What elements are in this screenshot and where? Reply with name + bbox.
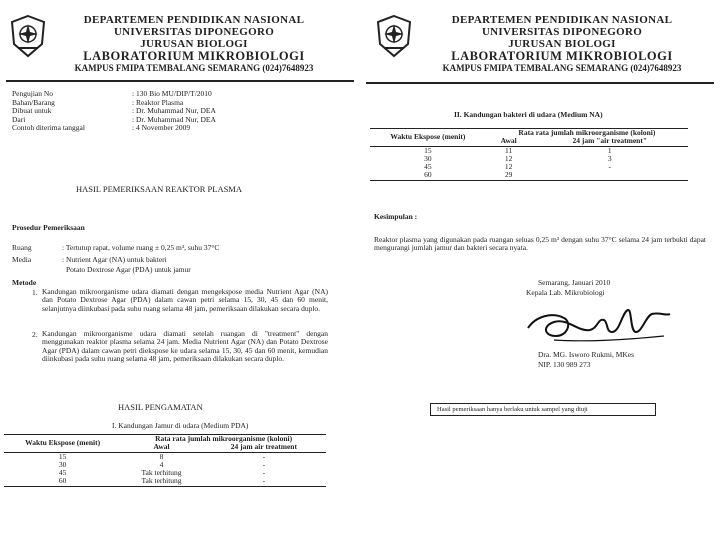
col-24h-treatment: 24 jam "air treatment" <box>532 137 688 146</box>
cell-time: 45 <box>58 468 67 478</box>
conclusion-title: Kesimpulan : <box>374 212 418 221</box>
col-avg-count: Rata rata jumlah mikroorganisme (koloni) <box>121 435 326 444</box>
cell-time: 45 <box>424 162 432 172</box>
info-value: : Dr. Muhammad Nur, DEA <box>132 106 216 116</box>
info-row <box>12 124 216 133</box>
header-rule <box>6 80 354 82</box>
table-row <box>370 155 688 163</box>
fungi-table <box>4 434 326 487</box>
cell-time: 15 <box>58 451 67 461</box>
col-initial: Awal <box>121 443 202 452</box>
media-value-pda: Potato Dextrose Agar (PDA) untuk jamur <box>66 265 191 274</box>
table-row <box>370 146 688 155</box>
cell-treated: - <box>262 459 266 469</box>
report-title: HASIL PEMERIKSAAN REAKTOR PLASMA <box>76 184 243 194</box>
info-value: : 130 Bio MU/DIP/T/2010 <box>132 89 212 98</box>
cell-time: 60 <box>4 477 121 486</box>
cell-time: 60 <box>370 171 486 180</box>
header-rule <box>366 82 714 84</box>
cell-initial: 8 <box>159 451 164 461</box>
bacteria-table <box>370 128 688 181</box>
col-24h-treatment: 24 jam air treatment <box>202 443 326 452</box>
method-step-1: Kandungan mikroorganisme udara diamati dengan mengekspose media Nutrient Agar (NA) dan Potato Dextrose Agar (PDA) dalam cawan petri selama 15, 30, 45 dan 60 menit, selanjutnya diinkubasi pada suhu ruang selama 48 jam, pemeriksaan dilakukan secara duplo. <box>42 287 328 313</box>
place-date: Semarang, Januari 2010 <box>538 278 611 287</box>
signatory-title: Kepala Lab. Mikrobiologi <box>526 288 605 297</box>
report-page-2 <box>360 0 720 540</box>
media-value-na: : Nutrient Agar (NA) untuk bakteri <box>62 255 167 264</box>
cell-treated: - <box>262 468 266 478</box>
table-row <box>370 163 688 171</box>
info-label: Dari <box>12 114 26 124</box>
letterhead-department: JURUSAN BIOLOGI <box>140 38 248 50</box>
letterhead-ministry: DEPARTEMEN PENDIDIKAN NASIONAL <box>451 14 673 26</box>
letterhead <box>44 14 344 74</box>
cell-initial: 29 <box>486 171 532 180</box>
sample-info <box>12 90 216 133</box>
cell-treated: - <box>608 162 612 172</box>
cell-initial: 12 <box>504 153 513 163</box>
cell-treated: - <box>202 477 326 486</box>
signature-image <box>524 302 674 346</box>
table-row <box>370 171 688 180</box>
cell-treated <box>532 171 688 180</box>
method-label: Metode <box>12 278 37 287</box>
info-label: Bahan/Barang <box>12 97 55 107</box>
col-avg-count: Rata rata jumlah mikroorganisme (koloni) <box>486 129 688 138</box>
procedure-title: Prosedur Pemeriksaan <box>12 223 85 232</box>
step-number: 1. <box>32 288 38 297</box>
cell-initial: 12 <box>504 162 513 172</box>
cell-time: 30 <box>58 459 67 469</box>
media-label: Media <box>12 255 32 264</box>
letterhead-department: JURUSAN BIOLOGI <box>508 38 616 50</box>
signatory-name: Dra. MG. Isworo Rukmi, MKes <box>538 350 635 359</box>
col-initial: Awal <box>486 137 532 146</box>
info-label: Pengujian No <box>12 89 54 98</box>
info-label: Dibuat untuk <box>12 106 52 116</box>
method-step-2: Kandungan mikroorganisme udara diamati setelah ruangan di "treatment" dengan menggunakan reaktor plasma selama 24 jam. Media Nutrient Agar (NA) dan Potato Dextrose Agar (PDA) dalam cawan petri diekspose ke udara selama 15, 30, 45 dan 60 menit, kemudian diinkubasi pada suhu ruang selama 48 jam, pemeriksaan dilakukan secara duplo. <box>42 329 328 363</box>
cell-treated: 1 <box>607 145 612 155</box>
room-label: Ruang <box>12 243 32 252</box>
letterhead-university: UNIVERSITAS DIPONEGORO <box>113 26 275 38</box>
cell-initial: Tak terhitung <box>121 477 202 486</box>
info-label: Contoh diterima tanggal <box>12 123 85 133</box>
letterhead-address: KAMPUS FMIPA TEMBALANG SEMARANG (024)7648923 <box>442 63 682 73</box>
room-value: : Tertutup rapat, volume ruang ± 0,25 m³, suhu 37°C <box>62 243 220 252</box>
letterhead-university: UNIVERSITAS DIPONEGORO <box>481 26 643 38</box>
col-exposure-time: Waktu Ekspose (menit) <box>4 435 121 453</box>
disclaimer-text: Hasil pemeriksaan hanya berlaku untuk sampel yang diuji <box>437 406 588 413</box>
letterhead-ministry: DEPARTEMEN PENDIDIKAN NASIONAL <box>83 14 305 26</box>
col-exposure-time: Waktu Ekspose (menit) <box>370 129 486 147</box>
cell-treated: - <box>262 451 266 461</box>
table-row <box>4 452 326 461</box>
results-title: HASIL PENGAMATAN <box>118 402 203 412</box>
cell-time: 30 <box>424 153 432 163</box>
step-number: 2. <box>32 330 38 339</box>
table-row <box>4 477 326 486</box>
bacteria-table-title: II. Kandungan bakteri di udara (Medium NA) <box>454 110 603 119</box>
conclusion-text: Reaktor plasma yang digunakan pada ruangan seluas 0,25 m³ dengan suhu 37°C selama 24 jam terbukti dapat mengurangi jumlah jamur dan bakteri secara nyata. <box>374 235 706 253</box>
info-value: : Dr. Muhammad Nur, DEA <box>132 114 216 124</box>
cell-time: 15 <box>424 145 432 155</box>
letterhead-address: KAMPUS FMIPA TEMBALANG SEMARANG (024)7648923 <box>74 63 314 73</box>
letterhead-lab: LABORATORIUM MIKROBIOLOGI <box>83 49 305 63</box>
letterhead-lab: LABORATORIUM MIKROBIOLOGI <box>451 49 673 63</box>
cell-treated: 3 <box>607 153 612 163</box>
info-value: : 4 November 2009 <box>132 123 191 133</box>
disclaimer-box <box>430 403 656 416</box>
info-value: : Reaktor Plasma <box>132 97 184 107</box>
signatory-nip: NIP. 130 989 273 <box>538 360 591 369</box>
university-emblem-icon <box>374 14 414 58</box>
university-emblem-icon <box>8 14 48 58</box>
letterhead <box>414 14 710 74</box>
fungi-table-title: I. Kandungan Jamur di udara (Medium PDA) <box>112 421 249 430</box>
cell-initial: 4 <box>159 459 164 469</box>
cell-initial: 11 <box>505 145 513 155</box>
cell-initial: Tak terhitung <box>141 468 182 478</box>
